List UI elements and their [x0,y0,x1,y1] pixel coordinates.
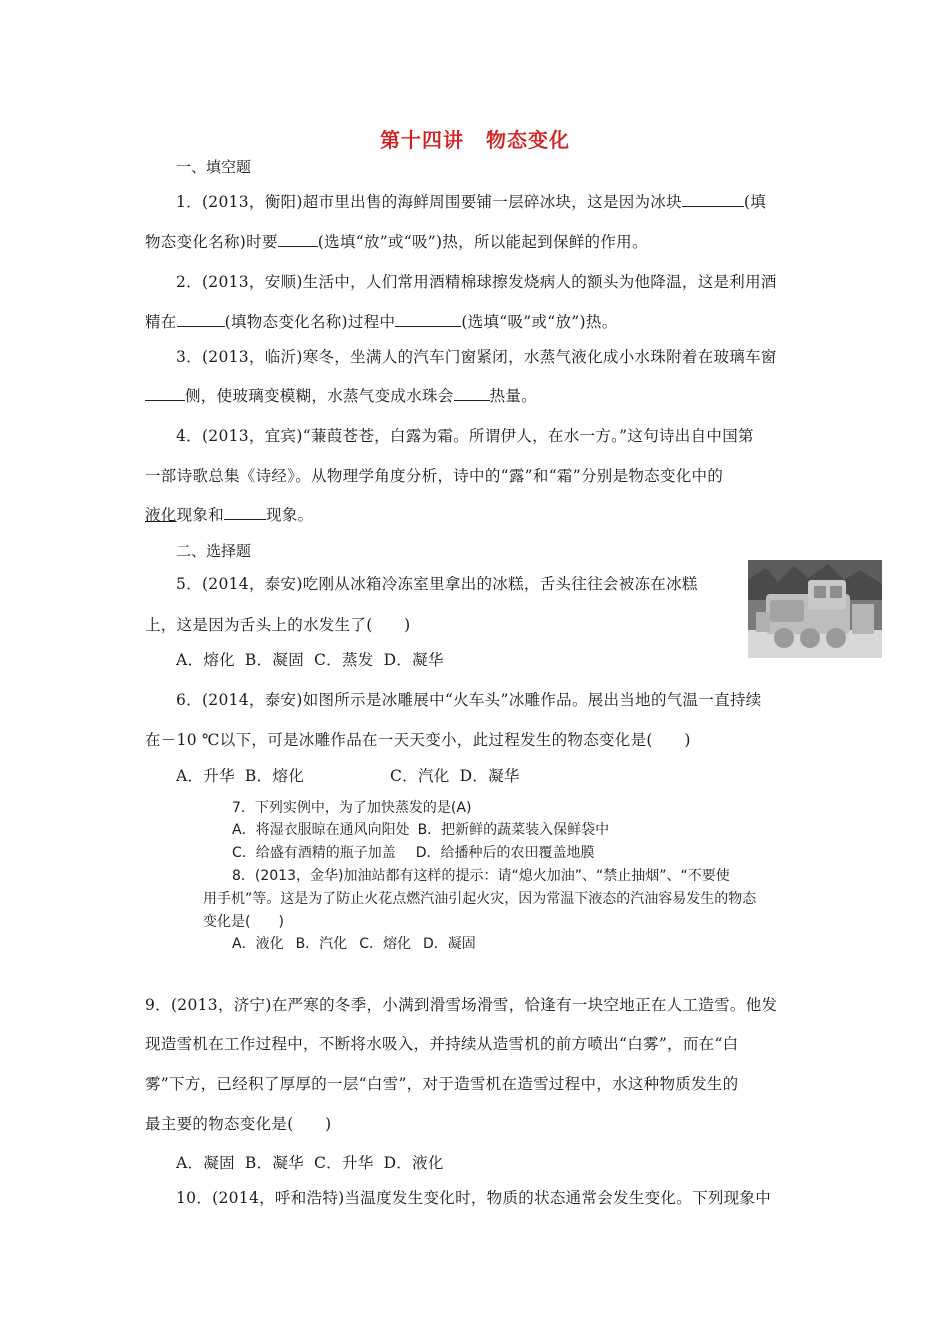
q1-text-a: 1．(2013，衡阳)超市里出售的海鲜周围要铺一层碎冰块，这是因为冰块 [176,193,682,211]
q6-option-a: A．升华 [176,767,235,785]
q1-text-d: (选填“放”或“吸”)热，所以能起到保鲜的作用。 [317,233,648,251]
question-8-line-1: 8．(2013，金华)加油站都有这样的提示：请“熄火加油”、“禁止抽烟”、“不要使 [232,868,730,884]
q9-option-c: C．升华 [314,1154,374,1172]
question-9-options [176,1151,444,1173]
question-1-line-2 [145,230,648,252]
question-8-line-3: 变化是( ) [203,914,284,930]
q5-option-a: A．熔化 [176,651,235,669]
q8-option-d: D．凝固 [422,936,476,952]
question-6-line-1: 6．(2014，泰安)如图所示是冰雕展中“火车头”冰雕作品。展出当地的气温一直持续 [176,691,762,709]
section-fill-in: 一、填空题 [176,158,252,176]
q3-blank-2 [454,399,490,401]
q2-text-c: (选填“吸”或“放”)热。 [461,313,618,331]
q7-option-d: D．给播种后的农田覆盖地膜 [415,845,595,861]
q8-option-b: B．汽化 [295,936,348,952]
question-6-options [176,764,520,786]
question-4-line-2: 一部诗歌总集《诗经》。从物理学角度分析，诗中的“露”和“霜”分别是物态变化中的 [145,467,724,485]
question-5-line-1: 5．(2014，泰安)吃刚从冰箱冷冻室里拿出的冰糕，舌头往往会被冻在冰糕 [176,575,698,593]
question-8-line-2: 用手机”等。这是为了防止火花点燃汽油引起火灾，因为常温下液态的汽油容易发生的物态 [203,891,757,907]
q2-text-a: 精在 [145,313,177,331]
q5-option-b: B．凝固 [244,651,304,669]
ice-sculpture-photo [748,560,882,658]
q2-blank-1 [177,325,225,327]
question-4-line-1: 4．(2013，宜宾)“蒹葭苍苍，白露为霜。所谓伊人，在水一方。”这句诗出自中国第 [176,427,754,445]
q3-text-b: 热量。 [489,387,538,405]
q1-text-b: (填 [743,193,767,211]
question-7-options-row-1 [232,819,609,839]
q4-answer-liquefaction: 液化 [145,506,177,524]
question-2-line-1: 2．(2013，安顺)生活中，人们常用酒精棉球擦发烧病人的额头为他降温，这是利用酒 [176,273,777,291]
question-3-line-2 [145,384,537,406]
q1-blank-1 [682,205,744,207]
question-7-stem: 7．下列实例中，为了加快蒸发的是(A) [232,800,472,816]
q7-option-c: C．给盛有酒精的瓶子加盖 [232,845,396,861]
q8-option-c: C．熔化 [359,936,411,952]
question-5-line-2: 上，这是因为舌头上的水发生了( ) [145,616,411,634]
q6-option-c: C．汽化 [390,767,450,785]
q1-text-c: 物态变化名称)时要 [145,233,278,251]
q2-text-b: (填物态变化名称)过程中 [224,313,396,331]
question-9-line-4: 最主要的物态变化是( ) [145,1115,332,1133]
question-9-line-2: 现造雪机在工作过程中，不断将水吸入，并持续从造雪机的前方喷出“白雾”，而在“白 [145,1035,739,1053]
section-choice: 二、选择题 [176,542,252,560]
q9-option-b: B．凝华 [244,1154,304,1172]
q5-option-d: D．凝华 [383,651,444,669]
q2-blank-2 [395,325,461,327]
q5-option-c: C．蒸发 [314,651,374,669]
q9-option-a: A．凝固 [176,1154,235,1172]
q7-option-b: B．把新鲜的蔬菜装入保鲜袋中 [417,822,610,838]
question-7-options-row-2 [232,842,595,862]
q3-text-a: 侧，使玻璃变模糊，水蒸气变成水珠会 [185,387,454,405]
title-lecture: 第十四讲 [380,128,464,152]
q1-blank-2 [278,245,318,247]
q6-option-d: D．凝华 [459,767,520,785]
q4-text-a: 现象和 [176,506,225,524]
question-9-line-1: 9．(2013，济宁)在严寒的冬季，小满到滑雪场滑雪，恰逢有一块空地正在人工造雪。他发 [145,996,778,1014]
q4-blank-1 [224,518,266,520]
question-4-line-3 [145,503,313,525]
question-2-line-2 [145,310,618,332]
question-9-line-3: 雾”下方，已经积了厚厚的一层“白雪”，对于造雪机在造雪过程中，水这种物质发生的 [145,1075,739,1093]
page-title [0,124,950,153]
title-topic: 物态变化 [486,128,570,152]
question-8-options [232,933,476,953]
train-ice-sculpture-image [748,560,882,658]
q4-text-b: 现象。 [266,506,314,524]
q8-option-a: A．液化 [232,936,284,952]
question-1-line-1 [176,190,766,212]
q9-option-d: D．液化 [383,1154,444,1172]
question-10-line-1: 10．(2014，呼和浩特)当温度发生变化时，物质的状态通常会发生变化。下列现象中 [176,1189,772,1207]
q6-option-b: B．熔化 [244,767,304,785]
question-3-line-1: 3．(2013，临沂)寒冬，坐满人的汽车门窗紧闭，水蒸气液化成小水珠附着在玻璃车窗 [176,348,777,366]
q3-blank-1 [145,399,185,401]
question-6-line-2: 在－10 ℃以下，可是冰雕作品在一天天变小，此过程发生的物态变化是( ) [145,731,691,749]
q7-option-a: A．将湿衣服晾在通风向阳处 [232,822,410,838]
question-5-options [176,648,444,670]
